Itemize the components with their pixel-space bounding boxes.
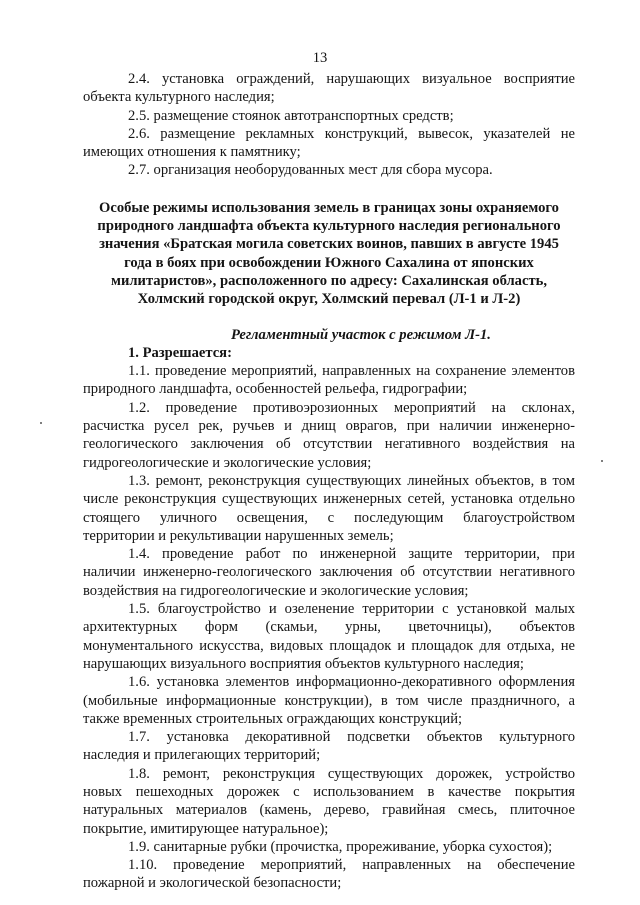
paragraph [83, 161, 575, 179]
text-line: монументального искусства, видовых площадок и площадок для отдыха, не [83, 637, 575, 654]
paragraph [83, 856, 575, 893]
text-line: расчистка русел рек, ручьев и днищ оврагов, при наличии инженерно- [83, 418, 575, 435]
document-body [83, 70, 575, 893]
subheading: Регламентный участок с режимом Л-1. [231, 326, 491, 343]
items-list [83, 362, 575, 893]
text-line: натуральных материалов (камень, дерево, гравийная смесь, плиточное [83, 802, 575, 819]
text-line: новых пешеходных дорожек с использованием в качестве покрытия [83, 783, 575, 800]
text-line: геологического заключения об отсутствии негативного воздействия на [83, 436, 575, 453]
heading-line: года в боях при освобождении Южного Сахалина от японских [124, 254, 534, 271]
paragraph [83, 107, 575, 125]
text-line: архитектурных форм (скамьи, урны, цветочницы), объектов [83, 619, 575, 636]
text-line: воздействия на гидрогеологические и экологические условия; [83, 582, 469, 599]
text-line: 1.7. установка декоративной подсветки объектов культурного [128, 729, 575, 746]
top-list [83, 70, 575, 180]
paragraph [83, 673, 575, 728]
text-line: пожарной и экологической безопасности; [83, 875, 342, 892]
text-line: 1.2. проведение противоэрозионных мероприятий на склонах, [128, 399, 575, 416]
text-line: нарушающих визуального восприятия объектов культурного наследия; [83, 655, 524, 672]
text-line: 1.8. ремонт, реконструкция существующих дорожек, устройство [128, 765, 575, 782]
text-line: наличии инженерно-геологического заключения об отсутствии негативного [83, 564, 575, 581]
section-heading [83, 199, 575, 309]
section-title: 1. Разрешается: [128, 344, 232, 361]
heading-line: природного ландшафта объекта культурного наследия регионального [97, 218, 561, 235]
text-line: наследия и прилегающих территорий; [83, 747, 321, 764]
heading-line: Особые режимы использования земель в границах зоны охраняемого [99, 199, 559, 216]
page-number: 13 [312, 50, 328, 66]
scan-dot [40, 422, 42, 424]
paragraph [83, 472, 575, 545]
text-line: 1.6. установка элементов информационно-декоративного оформления [128, 674, 575, 691]
text-line: покрытие, имитирующее натуральное); [83, 820, 329, 837]
text-line: гидрогеологические и экологические условия; [83, 454, 372, 471]
text-line: 1.9. санитарные рубки (прочистка, прореживание, уборка сухостоя); [128, 838, 553, 855]
text-line: территории и рекультивации нарушенных земель; [83, 527, 394, 544]
text-line: 1.5. благоустройство и озеленение территории с установкой малых [128, 601, 575, 618]
text-line: 1.1. проведение мероприятий, направленных на сохранение элементов [128, 363, 575, 380]
text-line: числе реконструкция существующих инженерных сетей, установка отдельно [83, 491, 575, 508]
text-line: 2.4. установка ограждений, нарушающих визуальное восприятие [128, 71, 575, 87]
text-line: природного ландшафта, особенностей рельефа, гидрографии; [83, 381, 468, 398]
paragraph [83, 765, 575, 838]
text-line: стоящего уличного освещения, с последующим благоустройством [83, 509, 575, 526]
paragraph [83, 399, 575, 472]
heading-line: значения «Братская могила советских воинов, павших в августе 1945 [99, 236, 559, 253]
text-line: 2.6. размещение рекламных конструкций, вывесок, указателей не [128, 125, 575, 142]
paragraph [83, 125, 575, 162]
paragraph [83, 728, 575, 765]
text-line: 2.5. размещение стоянок автотранспортных средств; [128, 107, 454, 124]
text-line: объекта культурного наследия; [83, 89, 275, 106]
heading-line: Холмский городской округ, Холмский перевал (Л-1 и Л-2) [137, 291, 521, 308]
text-line: имеющих отношения к памятнику; [83, 144, 301, 161]
paragraph [83, 362, 575, 399]
text-line: (мобильные информационные конструкции), в том числе праздничного, а [83, 692, 575, 709]
paragraph [83, 838, 575, 856]
text-line: также временных строительных ограждающих конструкций; [83, 710, 463, 727]
paragraph [83, 600, 575, 673]
heading-line: милитаристов», расположенного по адресу: Сахалинская область, [111, 272, 547, 289]
text-line: 1.3. ремонт, реконструкция существующих линейных объектов, в том [128, 472, 575, 489]
paragraph [83, 70, 575, 107]
text-line: 1.4. проведение работ по инженерной защите территории, при [128, 546, 575, 563]
paragraph [83, 545, 575, 600]
scan-dot [601, 460, 603, 462]
text-line: 1.10. проведение мероприятий, направленных на обеспечение [128, 857, 575, 874]
text-line: 2.7. организация необорудованных мест для сбора мусора. [128, 162, 493, 179]
